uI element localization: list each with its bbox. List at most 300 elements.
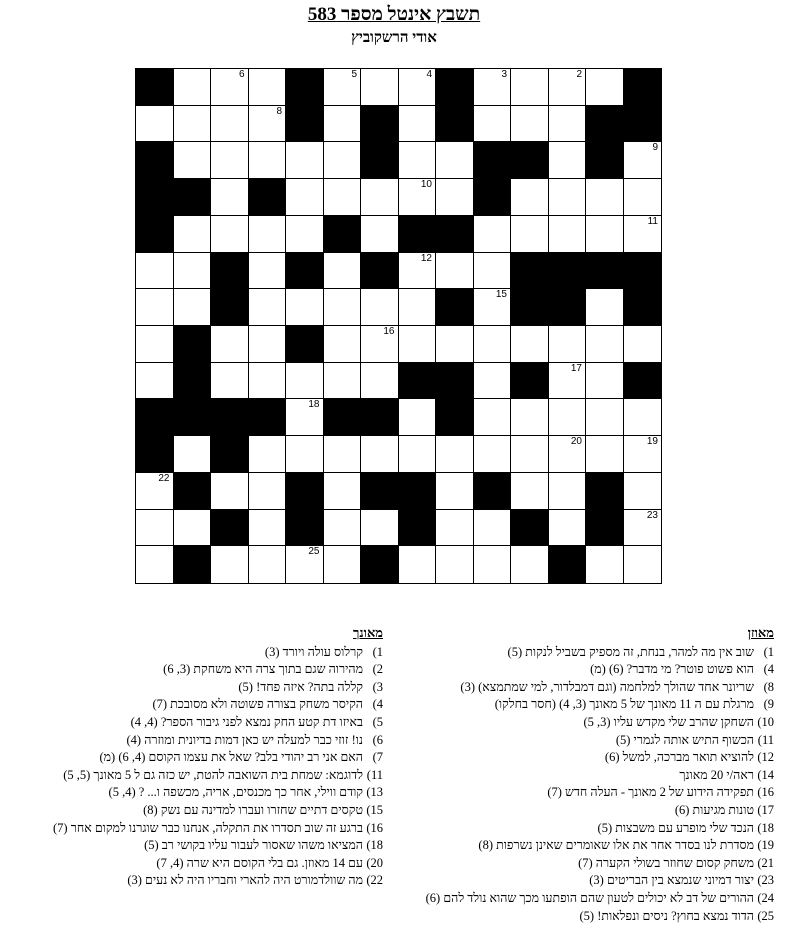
black-cell — [624, 253, 662, 290]
white-cell[interactable] — [136, 253, 174, 290]
white-cell[interactable] — [249, 142, 287, 179]
cell-number: 11 — [648, 217, 658, 227]
white-cell[interactable] — [436, 473, 474, 510]
white-cell[interactable] — [324, 106, 362, 143]
black-cell — [436, 399, 474, 436]
white-cell[interactable] — [399, 142, 437, 179]
clue-item — [3, 872, 383, 890]
clue-item — [3, 696, 383, 714]
black-cell — [286, 69, 324, 106]
black-cell — [286, 326, 324, 363]
white-cell[interactable] — [286, 216, 324, 253]
white-cell[interactable] — [286, 399, 324, 436]
white-cell[interactable] — [174, 510, 212, 547]
white-cell[interactable] — [324, 253, 362, 290]
clue-item — [394, 890, 774, 908]
black-cell — [136, 69, 174, 106]
puzzle-author: אודי הרשקוביץ — [0, 30, 788, 47]
clue-text: הקיסר משחק בצורה פשוטה ולא מסובכת (7) — [152, 696, 363, 714]
black-cell — [286, 510, 324, 547]
black-cell — [436, 363, 474, 400]
white-cell[interactable] — [549, 69, 587, 106]
white-cell[interactable] — [249, 289, 287, 326]
crossword-grid — [135, 68, 662, 584]
white-cell[interactable] — [511, 179, 549, 216]
white-cell[interactable] — [549, 106, 587, 143]
white-cell[interactable] — [624, 216, 662, 253]
black-cell — [136, 436, 174, 473]
clue-number: 19) — [754, 837, 774, 855]
white-cell[interactable] — [249, 69, 287, 106]
black-cell — [361, 546, 399, 583]
black-cell — [249, 179, 287, 216]
cell-number: 16 — [383, 327, 394, 337]
clue-number: 6) — [363, 732, 383, 750]
white-cell[interactable] — [436, 142, 474, 179]
cell-number: 20 — [571, 437, 582, 447]
white-cell[interactable] — [624, 436, 662, 473]
white-cell[interactable] — [286, 179, 324, 216]
black-cell — [174, 326, 212, 363]
black-cell — [324, 399, 362, 436]
white-cell[interactable] — [549, 399, 587, 436]
clue-text: תפקידה הידוע של 2 מאונך - העלה חדש (7) — [547, 784, 754, 802]
black-cell — [624, 106, 662, 143]
cell-number: 23 — [647, 511, 658, 521]
white-cell[interactable] — [249, 216, 287, 253]
cell-number: 24 — [571, 547, 582, 557]
white-cell[interactable] — [586, 326, 624, 363]
black-cell — [136, 179, 174, 216]
white-cell[interactable] — [174, 142, 212, 179]
white-cell[interactable] — [474, 289, 512, 326]
white-cell[interactable] — [174, 253, 212, 290]
puzzle-title: תשבץ אינטל מספר 583 — [0, 4, 788, 26]
clue-item — [394, 644, 774, 662]
clue-text: להוציא תואר מברכה, למשל (6) — [605, 749, 754, 767]
white-cell[interactable] — [399, 69, 437, 106]
cell-number: 18 — [308, 400, 319, 410]
white-cell[interactable] — [474, 326, 512, 363]
white-cell[interactable] — [174, 436, 212, 473]
white-cell[interactable] — [474, 69, 512, 106]
clue-text: שוב אין מה למהר, בנחת, זה מספיק בשביל לנקות (5) — [508, 644, 754, 662]
clue-text: עם 14 מאוזן. גם בלי הקוסם היא שרה (4, 7) — [156, 855, 363, 873]
cell-number: 15 — [496, 290, 507, 300]
clue-number: 4) — [754, 661, 774, 679]
black-cell — [436, 69, 474, 106]
white-cell[interactable] — [249, 363, 287, 400]
clue-item — [3, 784, 383, 802]
white-cell[interactable] — [474, 363, 512, 400]
white-cell[interactable] — [211, 546, 249, 583]
clue-number: 16) — [754, 784, 774, 802]
clue-item — [3, 837, 383, 855]
black-cell — [549, 289, 587, 326]
clue-number: 23) — [754, 872, 774, 890]
white-cell[interactable] — [436, 179, 474, 216]
cell-number: 6 — [239, 70, 245, 80]
clue-text: שריונר אחד שהולך למלחמה (וגם דמבלדור, למי שמתמצא) (3) — [460, 679, 754, 697]
white-cell[interactable] — [324, 436, 362, 473]
black-cell — [549, 546, 587, 583]
white-cell[interactable] — [249, 326, 287, 363]
cell-number: 8 — [276, 107, 282, 117]
white-cell[interactable] — [136, 326, 174, 363]
black-cell — [511, 510, 549, 547]
clue-item — [3, 855, 383, 873]
white-cell[interactable] — [624, 546, 662, 583]
black-cell — [511, 253, 549, 290]
cell-number: 14 — [647, 290, 658, 300]
white-cell[interactable] — [624, 399, 662, 436]
white-cell[interactable] — [549, 473, 587, 510]
clue-item — [394, 767, 774, 785]
white-cell[interactable] — [586, 546, 624, 583]
white-cell[interactable] — [324, 326, 362, 363]
cell-number: 17 — [571, 364, 582, 374]
black-cell — [211, 253, 249, 290]
clue-item — [394, 661, 774, 679]
clue-number: 15) — [363, 802, 383, 820]
black-cell — [286, 106, 324, 143]
down-heading: מאונך — [3, 624, 383, 642]
clue-text: הוא פשוט פוטר? מי מדבר? (6) (מ) — [590, 661, 754, 679]
cell-number: 4 — [426, 70, 432, 80]
white-cell[interactable] — [624, 142, 662, 179]
cell-number: 13 — [233, 254, 244, 264]
black-cell — [136, 399, 174, 436]
white-cell[interactable] — [174, 106, 212, 143]
white-cell[interactable] — [174, 216, 212, 253]
white-cell[interactable] — [399, 546, 437, 583]
clue-number: 11) — [754, 732, 774, 750]
black-cell — [586, 106, 624, 143]
black-cell — [174, 179, 212, 216]
clue-text: קללה בתה? איזה פחד! (5) — [238, 679, 363, 697]
white-cell[interactable] — [474, 216, 512, 253]
clue-item — [3, 820, 383, 838]
white-cell[interactable] — [436, 436, 474, 473]
black-cell — [511, 363, 549, 400]
white-cell[interactable] — [136, 363, 174, 400]
cell-number: 21 — [383, 474, 394, 484]
white-cell[interactable] — [511, 399, 549, 436]
clue-text: מרגלת עם ה 11 מאונך של 5 מאונך (3, 4) (חסר בחלקו) — [495, 696, 754, 714]
black-cell — [474, 179, 512, 216]
white-cell[interactable] — [324, 546, 362, 583]
clue-text: הדוד נמצא בחוץ? ניסים ונפלאות! (5) — [579, 908, 754, 925]
cell-number: 3 — [501, 70, 507, 80]
white-cell[interactable] — [511, 106, 549, 143]
clue-text: האם אני רב יהודי בלב? שאל את עצמו הקוסם (4, 6) (מ) — [99, 749, 363, 767]
white-cell[interactable] — [586, 179, 624, 216]
white-cell[interactable] — [436, 253, 474, 290]
white-cell[interactable] — [549, 216, 587, 253]
cell-number: 12 — [421, 254, 432, 264]
white-cell[interactable] — [211, 216, 249, 253]
black-cell — [174, 546, 212, 583]
white-cell[interactable] — [361, 69, 399, 106]
white-cell[interactable] — [361, 436, 399, 473]
black-cell — [511, 142, 549, 179]
white-cell[interactable] — [361, 289, 399, 326]
clue-text: טקסים דתיים שחזרו ועברו למדינה עם נשק (8) — [143, 802, 363, 820]
cell-number: 5 — [351, 70, 357, 80]
clue-number: 1) — [754, 644, 774, 662]
clue-item — [394, 679, 774, 697]
clue-text: הנכד שלי מופרע עם משבצות (5) — [598, 820, 754, 838]
clue-item — [3, 802, 383, 820]
clue-item — [394, 908, 774, 925]
white-cell[interactable] — [136, 546, 174, 583]
white-cell[interactable] — [511, 69, 549, 106]
clue-item — [3, 644, 383, 662]
white-cell[interactable] — [549, 142, 587, 179]
white-cell[interactable] — [549, 363, 587, 400]
clue-item — [394, 784, 774, 802]
clue-number: 12) — [754, 749, 774, 767]
white-cell[interactable] — [549, 436, 587, 473]
white-cell[interactable] — [286, 142, 324, 179]
black-cell — [174, 399, 212, 436]
white-cell[interactable] — [324, 179, 362, 216]
white-cell[interactable] — [136, 289, 174, 326]
white-cell[interactable] — [361, 363, 399, 400]
clue-item — [394, 714, 774, 732]
clue-item — [394, 749, 774, 767]
black-cell — [399, 510, 437, 547]
white-cell[interactable] — [474, 436, 512, 473]
white-cell[interactable] — [474, 546, 512, 583]
black-cell — [361, 399, 399, 436]
across-heading: מאוזן — [394, 624, 774, 642]
clue-text: יצור דמיוני שנמצא בין הבריטים (3) — [589, 872, 754, 890]
clue-text: המציאו משהו שאסור לעבור עליו בקושי רב (5) — [144, 837, 363, 855]
white-cell[interactable] — [211, 142, 249, 179]
black-cell — [361, 106, 399, 143]
white-cell[interactable] — [586, 363, 624, 400]
across-clues — [394, 624, 774, 925]
black-cell — [211, 289, 249, 326]
clue-item — [394, 820, 774, 838]
clue-item — [394, 872, 774, 890]
white-cell[interactable] — [324, 142, 362, 179]
white-cell[interactable] — [474, 253, 512, 290]
white-cell[interactable] — [249, 473, 287, 510]
clue-text: מהירוה שגם בתוך צרה היא משחקת (3, 6) — [163, 661, 363, 679]
black-cell — [474, 473, 512, 510]
clue-number: 11) — [363, 767, 383, 785]
black-cell — [211, 399, 249, 436]
white-cell[interactable] — [511, 326, 549, 363]
black-cell — [511, 289, 549, 326]
white-cell[interactable] — [511, 216, 549, 253]
clue-text: טונות מגיעות (6) — [675, 802, 754, 820]
across-clue-list — [394, 644, 774, 925]
white-cell[interactable] — [399, 436, 437, 473]
white-cell[interactable] — [361, 326, 399, 363]
down-clue-list — [3, 644, 383, 890]
white-cell[interactable] — [549, 179, 587, 216]
clue-text: משחק קסום שחוזר בשולי הקערה (7) — [578, 855, 754, 873]
clue-number: 14) — [754, 767, 774, 785]
white-cell[interactable] — [399, 179, 437, 216]
black-cell — [436, 289, 474, 326]
white-cell[interactable] — [399, 253, 437, 290]
black-cell — [361, 253, 399, 290]
white-cell[interactable] — [361, 216, 399, 253]
black-cell — [586, 473, 624, 510]
white-cell[interactable] — [474, 510, 512, 547]
cell-number: 2 — [576, 70, 582, 80]
white-cell[interactable] — [249, 546, 287, 583]
black-cell — [586, 142, 624, 179]
black-cell — [324, 216, 362, 253]
clue-number: 21) — [754, 855, 774, 873]
black-cell — [286, 253, 324, 290]
white-cell[interactable] — [249, 436, 287, 473]
clue-number: 2) — [363, 661, 383, 679]
white-cell[interactable] — [586, 69, 624, 106]
white-cell[interactable] — [211, 106, 249, 143]
clue-number: 10) — [754, 714, 774, 732]
white-cell[interactable] — [211, 473, 249, 510]
black-cell — [399, 473, 437, 510]
clue-item — [3, 714, 383, 732]
white-cell[interactable] — [549, 326, 587, 363]
clue-number: 13) — [363, 784, 383, 802]
black-cell — [211, 436, 249, 473]
white-cell[interactable] — [324, 69, 362, 106]
white-cell[interactable] — [249, 510, 287, 547]
clue-number: 3) — [363, 679, 383, 697]
white-cell[interactable] — [286, 289, 324, 326]
white-cell[interactable] — [211, 179, 249, 216]
white-cell[interactable] — [399, 106, 437, 143]
clue-text: נו! זוזי כבר למעלה יש כאן דמות בדיונית ומוזרה (4) — [127, 732, 364, 750]
white-cell[interactable] — [174, 69, 212, 106]
clue-item — [3, 767, 383, 785]
white-cell[interactable] — [399, 399, 437, 436]
clue-item — [3, 661, 383, 679]
white-cell[interactable] — [361, 510, 399, 547]
white-cell[interactable] — [436, 326, 474, 363]
white-cell[interactable] — [324, 289, 362, 326]
white-cell[interactable] — [324, 363, 362, 400]
black-cell — [436, 106, 474, 143]
clue-number: 24) — [754, 890, 774, 908]
clue-number: 5) — [363, 714, 383, 732]
clue-text: ההורים של דב לא יכולים לטעון שהם הופתעו מכך שהוא נולד להם (6) — [426, 890, 754, 908]
black-cell — [624, 363, 662, 400]
black-cell — [586, 253, 624, 290]
clue-text: ראה/י 20 מאונך — [679, 767, 754, 785]
white-cell[interactable] — [511, 473, 549, 510]
clue-number: 7) — [363, 749, 383, 767]
white-cell[interactable] — [474, 106, 512, 143]
white-cell[interactable] — [211, 363, 249, 400]
clue-item — [394, 837, 774, 855]
black-cell — [474, 142, 512, 179]
white-cell[interactable] — [361, 179, 399, 216]
white-cell[interactable] — [136, 473, 174, 510]
white-cell[interactable] — [324, 473, 362, 510]
white-cell[interactable] — [286, 363, 324, 400]
cell-number: 9 — [652, 143, 658, 153]
white-cell[interactable] — [286, 546, 324, 583]
black-cell — [174, 363, 212, 400]
white-cell[interactable] — [249, 106, 287, 143]
black-cell — [624, 69, 662, 106]
clue-number: 25) — [754, 908, 774, 925]
white-cell[interactable] — [474, 399, 512, 436]
clue-number: 22) — [363, 872, 383, 890]
clue-item — [394, 732, 774, 750]
clue-item — [3, 749, 383, 767]
cell-number: 7 — [164, 70, 170, 80]
black-cell — [136, 216, 174, 253]
cell-number: 25 — [308, 547, 319, 557]
white-cell[interactable] — [436, 546, 474, 583]
clue-number: 8) — [754, 679, 774, 697]
clue-number: 4) — [363, 696, 383, 714]
clue-item — [3, 679, 383, 697]
clue-number: 20) — [363, 855, 383, 873]
white-cell[interactable] — [286, 436, 324, 473]
white-cell[interactable] — [249, 253, 287, 290]
clue-number: 18) — [754, 820, 774, 838]
white-cell[interactable] — [624, 510, 662, 547]
white-cell[interactable] — [136, 106, 174, 143]
white-cell[interactable] — [399, 326, 437, 363]
cell-number: 1 — [652, 70, 658, 80]
black-cell — [624, 289, 662, 326]
white-cell[interactable] — [624, 473, 662, 510]
white-cell[interactable] — [549, 510, 587, 547]
clue-text: מסדרת לנו בסדר אחר את אלו שאומרים שאינן נשרפות (8) — [478, 837, 754, 855]
clue-item — [3, 732, 383, 750]
white-cell[interactable] — [136, 510, 174, 547]
white-cell[interactable] — [624, 179, 662, 216]
clue-text: מה שוולדמורט היה להארי וחבריו היה לא נעים (3) — [127, 872, 363, 890]
cell-number: 22 — [158, 474, 169, 484]
white-cell[interactable] — [586, 289, 624, 326]
clue-number: 16) — [363, 820, 383, 838]
white-cell[interactable] — [586, 399, 624, 436]
white-cell[interactable] — [324, 510, 362, 547]
clue-text: קרלוס עולה ויורד (3) — [265, 644, 363, 662]
black-cell — [361, 142, 399, 179]
clue-item — [394, 696, 774, 714]
white-cell[interactable] — [511, 436, 549, 473]
white-cell[interactable] — [586, 216, 624, 253]
black-cell — [361, 473, 399, 510]
white-cell[interactable] — [511, 546, 549, 583]
white-cell[interactable] — [436, 510, 474, 547]
cell-number: 19 — [647, 437, 658, 447]
white-cell[interactable] — [211, 326, 249, 363]
white-cell[interactable] — [399, 289, 437, 326]
black-cell — [399, 216, 437, 253]
clue-text: ברגע זה שוב תסדרו את התקלה, אנחנו כבר שוגרנו למקום אחר (7) — [53, 820, 363, 838]
white-cell[interactable] — [174, 289, 212, 326]
white-cell[interactable] — [586, 436, 624, 473]
white-cell[interactable] — [624, 326, 662, 363]
clue-text: לדוגמא: שמחת בית השואבה להטת, יש כזה גם ל 5 מאונך (5, 5) — [63, 767, 363, 785]
down-clues — [3, 624, 383, 890]
white-cell[interactable] — [211, 69, 249, 106]
